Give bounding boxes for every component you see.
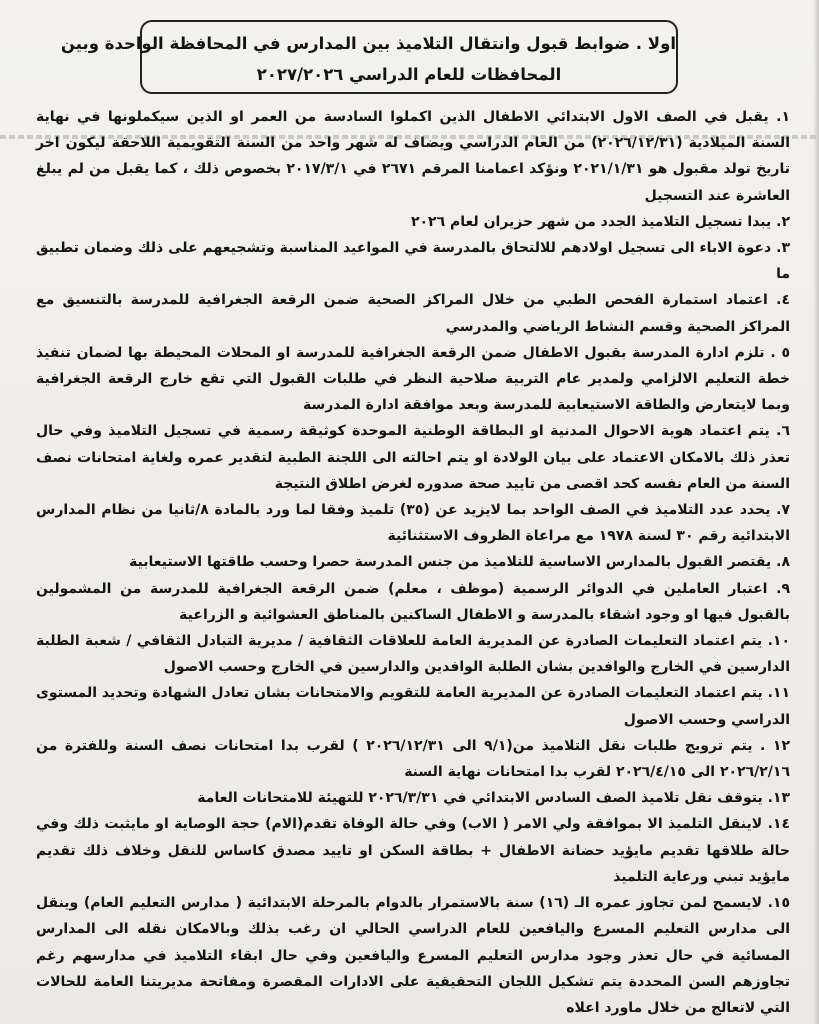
regulation-item-5: ٥ . تلزم ادارة المدرسة بقبول الاطفال ضمن الرقعة الجغرافية للمدرسة او المحلات المحيطة بها لضمان تنفيذ خطة التعليم الالزامي ولمدير عام التربية صلاحية النظر في طلبات القبول التي تقع خارج الرقعة الجغرافية وبما لايتعارض والطاقة الاستيعابية للمدرسة وبعد موافقة ادارة المدرسة (36, 344, 790, 414)
title-line-1: اولا . ضوابط قبول وانتقال التلاميذ بين المدارس في المحافظة الواحدة وبين (60, 34, 676, 53)
regulation-item-10: ١٠. يتم اعتماد التعليمات الصادرة عن المديرية العامة للعلاقات الثقافية / مديرية التبادل الثقافي / شعبة الطلبة الدارسين في الخارج والوافدين بشان الطلبة الوافدين والدارسين في الخارج وحسب الاصول (36, 633, 790, 676)
title-box (60, 20, 678, 94)
regulation-item-3: ٣. دعوة الاباء الى تسجيل اولادهم للالتحاق بالمدرسة في المواعيد المناسبة وتشجيعهم على ذلك وضمان تطبيق ما (36, 240, 790, 283)
page-edge-shadow (813, 0, 819, 1024)
regulation-item-15: ١٥. لايسمح لمن تجاوز عمره الـ (١٦) سنة بالاستمرار بالدوام بالمرحلة الابتدائية ( مدارس التعليم العام) وينقل الى مدارس التعليم المسرع واليافعين للعام الدراسي الحالي ان رغب بذلك وبالامكان نقله الى المدارس المسائية في حال تعذر وجود مدارس التعليم المسرع واليافعين وفي حال ابقاء التلاميذ في مدارسهم رغم تجاوزهم السن المحددة يتم تشكيل اللجان التحقيقية على الادارات المقصرة ومفاتحة مديريتنا العامة للحالات التي لاتعالج من خلال ماورد اعلاه (36, 895, 791, 1016)
regulation-item-2: ٢. يبدا تسجيل التلاميذ الجدد من شهر حزيران لعام ٢٠٢٦ (410, 213, 790, 230)
regulation-item-1: ١. يقبل في الصف الاول الابتدائي الاطفال الذين اكملوا السادسة من العمر او الذين سيكملونها في نهاية السنة الميلادية (٢٠٢٦/١٢/٣١) من العام الدراسي ويضاف له شهر واحد من السنة التقويمية اللاحقة ليكون اخر تاريخ تولد مقبول هو ٢٠٢١/١/٣١ ونؤكد اعمامنا المرقم ٢٦٧١ في ٢٠١٧/٣/١ بخصوص ذلك ، كما يقبل من لم يبلغ العاشرة عند التسجيل (36, 109, 790, 204)
title-line-2: المحافظات للعام الدراسي ٢٠٢٧/٢٠٢٦ (256, 65, 562, 84)
regulation-item-7: ٧. يحدد عدد التلاميذ في الصف الواحد بما لايزيد عن (٣٥) تلميذ وفقا لما ورد بالمادة ٨/ثانيا من نظام المدارس الابتدائية رقم ٣٠ لسنة ١٩٧٨ مع مراعاة الظروف الاستثنائية (36, 502, 790, 545)
regulations-list (36, 104, 790, 1021)
regulation-item-6: ٦. يتم اعتماد هوية الاحوال المدنية او البطاقة الوطنية الموحدة كوثيقة رسمية في تسجيل التلاميذ وفي حال تعذر ذلك بالامكان الاعتماد على بيان الولادة او يتم احالته الى اللجنة الطبية لتقدير عمره ولغاية امتحانات نصف السنة من العام نفسه كحد اقصى من تاييد صحة صدوره لغرض اطلاق النتيجة (36, 423, 790, 492)
regulation-item-8: ٨. يقتصر القبول بالمدارس الاساسية للتلاميذ من جنس المدرسة حصرا وحسب طاقتها الاستيعابية (129, 554, 790, 571)
regulation-item-9: ٩. اعتبار العاملين في الدوائر الرسمية (موظف ، معلم) ضمن الرقعة الجغرافية للمدرسة من المشمولين بالقبول فيها او وجود اشقاء بالمدرسة و الاطفال الساكنين بالمناطق العشوائية و الزراعية (36, 580, 790, 623)
regulation-item-4: ٤. اعتماد استمارة الفحص الطبي من خلال المراكز الصحية ضمن الرقعة الجغرافية للمدرسة بالتنسيق مع المراكز الصحية وقسم النشاط الرياضي والمدرسي (36, 292, 790, 335)
regulation-item-14: ١٤. لاينقل التلميذ الا بموافقة ولي الامر ( الاب) وفي حالة الوفاة تقدم(الام) حجة الوصاية او مايثبت ذلك وفي حالة طلاقها تقديم مايؤيد حضانة الاطفال + بطاقة السكن او تاييد مصدق كاساس للنقل وخلاف ذلك تقديم مايؤيد تبني ورعاية التلميذ (36, 816, 790, 885)
regulation-item-13: ١٣. يتوقف نقل تلاميذ الصف السادس الابتدائي في ٢٠٢٦/٣/٣١ للتهيئة للامتحانات العامة (197, 790, 790, 807)
regulation-item-11: ١١. يتم اعتماد التعليمات الصادرة عن المديرية العامة للتقويم والامتحانات بشان تعادل الشهادة وتحديد المستوى الدراسي وحسب الاصول (36, 685, 790, 728)
regulation-item-12: ١٢ . يتم ترويج طلبات نقل التلاميذ من(٩/١ الى ٢٠٢٦/١٢/٣١ ) لقرب بدا امتحانات نصف السنة وللفترة من ٢٠٢٦/٢/١٦ الى ٢٠٢٦/٤/١٥ لقرب بدا امتحانات نهاية السنة (36, 737, 791, 781)
